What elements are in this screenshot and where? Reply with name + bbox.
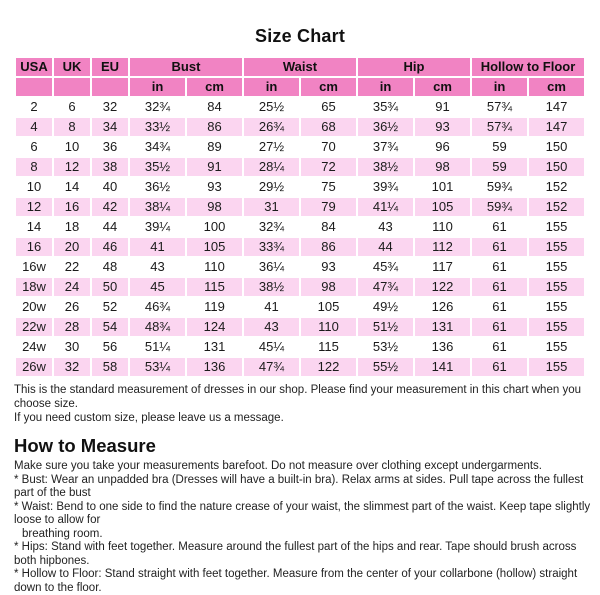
table-cell: 18 <box>54 218 90 236</box>
empty-header-cell <box>16 78 52 96</box>
table-cell: 131 <box>187 338 242 356</box>
table-cell: 112 <box>415 238 470 256</box>
table-cell: 147 <box>529 118 584 136</box>
column-group-header: Hollow to Floor <box>472 58 584 76</box>
table-cell: 6 <box>54 98 90 116</box>
table-cell: 22 <box>54 258 90 276</box>
table-cell: 47¾ <box>358 278 413 296</box>
table-cell: 24 <box>54 278 90 296</box>
table-cell: 59¾ <box>472 178 527 196</box>
table-cell: 46 <box>92 238 128 256</box>
table-cell: 39¾ <box>358 178 413 196</box>
table-cell: 47¾ <box>244 358 299 376</box>
table-cell: 53¼ <box>130 358 185 376</box>
table-cell: 37¾ <box>358 138 413 156</box>
table-cell: 155 <box>529 338 584 356</box>
table-cell: 28¼ <box>244 158 299 176</box>
table-cell: 101 <box>415 178 470 196</box>
table-cell: 119 <box>187 298 242 316</box>
table-cell: 50 <box>92 278 128 296</box>
table-cell: 51½ <box>358 318 413 336</box>
table-cell: 51¼ <box>130 338 185 356</box>
table-cell: 53½ <box>358 338 413 356</box>
table-cell: 32¾ <box>244 218 299 236</box>
page-title: Size Chart <box>254 26 346 46</box>
table-cell: 36½ <box>130 178 185 196</box>
table-cell: 61 <box>472 238 527 256</box>
table-cell: 38½ <box>358 158 413 176</box>
table-cell: 141 <box>415 358 470 376</box>
how-to-measure-lines <box>14 460 600 595</box>
unit-header: cm <box>415 78 470 96</box>
table-body <box>16 98 584 376</box>
table-cell: 155 <box>529 358 584 376</box>
size-chart-table <box>14 56 586 378</box>
table-cell: 105 <box>301 298 356 316</box>
column-group-header: Hip <box>358 58 470 76</box>
table-cell: 150 <box>529 158 584 176</box>
header-group-row <box>16 58 584 76</box>
table-cell: 45¾ <box>358 258 413 276</box>
column-group-header: EU <box>92 58 128 76</box>
table-cell: 61 <box>472 278 527 296</box>
table-cell: 70 <box>301 138 356 156</box>
table-cell: 27½ <box>244 138 299 156</box>
table-cell: 10 <box>16 178 52 196</box>
column-group-header: UK <box>54 58 90 76</box>
table-cell: 59 <box>472 158 527 176</box>
table-cell: 96 <box>415 138 470 156</box>
measure-instruction-line: * Hips: Stand with feet together. Measure around the fullest part of the hips and rear. Tape should brush across both hipbones. <box>14 541 577 567</box>
measure-instruction-line: * Waist: Bend to one side to find the nature crease of your waist, the slimmest part of the waist. Keep tape slightly loose to allow for <box>14 500 591 526</box>
table-cell: 20w <box>16 298 52 316</box>
column-group-header: USA <box>16 58 52 76</box>
table-cell: 86 <box>187 118 242 136</box>
table-cell: 31 <box>244 198 299 216</box>
table-cell: 26w <box>16 358 52 376</box>
table-cell: 34¾ <box>130 138 185 156</box>
table-cell: 10 <box>54 138 90 156</box>
note-line: If you need custom size, please leave us a message. <box>14 412 284 424</box>
table-cell: 38¼ <box>130 198 185 216</box>
table-cell: 6 <box>16 138 52 156</box>
table-cell: 25½ <box>244 98 299 116</box>
header-unit-row <box>16 78 584 96</box>
table-cell: 20 <box>54 238 90 256</box>
table-cell: 32 <box>54 358 90 376</box>
table-cell: 14 <box>54 178 90 196</box>
table-row <box>16 298 584 316</box>
measure-instruction-line: Make sure you take your measurements barefoot. Do not measure over clothing except undergarments. <box>14 460 542 472</box>
table-cell: 26 <box>54 298 90 316</box>
table-cell: 122 <box>301 358 356 376</box>
table-cell: 16 <box>16 238 52 256</box>
table-row <box>16 138 584 156</box>
table-cell: 42 <box>92 198 128 216</box>
how-to-measure-heading: How to Measure <box>14 435 156 456</box>
notes-text <box>14 383 600 425</box>
table-cell: 72 <box>301 158 356 176</box>
table-cell: 33½ <box>130 118 185 136</box>
table-cell: 136 <box>415 338 470 356</box>
table-cell: 43 <box>130 258 185 276</box>
table-cell: 41 <box>244 298 299 316</box>
table-cell: 75 <box>301 178 356 196</box>
table-cell: 155 <box>529 298 584 316</box>
empty-header-cell <box>54 78 90 96</box>
table-cell: 45 <box>130 278 185 296</box>
table-row <box>16 98 584 116</box>
table-cell: 39¼ <box>130 218 185 236</box>
table-cell: 93 <box>415 118 470 136</box>
table-cell: 152 <box>529 178 584 196</box>
table-row <box>16 278 584 296</box>
table-cell: 68 <box>301 118 356 136</box>
table-cell: 12 <box>54 158 90 176</box>
unit-header: cm <box>529 78 584 96</box>
table-cell: 105 <box>415 198 470 216</box>
table-row <box>16 338 584 356</box>
table-cell: 150 <box>529 138 584 156</box>
table-row <box>16 158 584 176</box>
table-row <box>16 238 584 256</box>
table-cell: 98 <box>301 278 356 296</box>
table-cell: 44 <box>358 238 413 256</box>
table-cell: 8 <box>16 158 52 176</box>
table-cell: 35¾ <box>358 98 413 116</box>
table-cell: 59¾ <box>472 198 527 216</box>
column-group-header: Bust <box>130 58 242 76</box>
table-cell: 44 <box>92 218 128 236</box>
table-cell: 61 <box>472 298 527 316</box>
table-cell: 136 <box>187 358 242 376</box>
table-cell: 110 <box>187 258 242 276</box>
table-cell: 152 <box>529 198 584 216</box>
table-cell: 48¾ <box>130 318 185 336</box>
table-cell: 45¼ <box>244 338 299 356</box>
table-cell: 36 <box>92 138 128 156</box>
table-cell: 155 <box>529 318 584 336</box>
table-cell: 40 <box>92 178 128 196</box>
table-cell: 43 <box>244 318 299 336</box>
table-cell: 100 <box>187 218 242 236</box>
table-cell: 8 <box>54 118 90 136</box>
table-header <box>16 58 584 96</box>
unit-header: cm <box>301 78 356 96</box>
table-row <box>16 198 584 216</box>
table-cell: 65 <box>301 98 356 116</box>
table-cell: 126 <box>415 298 470 316</box>
table-cell: 16 <box>54 198 90 216</box>
table-cell: 117 <box>415 258 470 276</box>
table-cell: 43 <box>358 218 413 236</box>
table-cell: 84 <box>187 98 242 116</box>
table-cell: 61 <box>472 318 527 336</box>
table-cell: 147 <box>529 98 584 116</box>
table-cell: 57¾ <box>472 118 527 136</box>
table-cell: 32 <box>92 98 128 116</box>
table-row <box>16 258 584 276</box>
table-cell: 115 <box>187 278 242 296</box>
table-cell: 52 <box>92 298 128 316</box>
table-cell: 30 <box>54 338 90 356</box>
table-cell: 28 <box>54 318 90 336</box>
table-cell: 61 <box>472 358 527 376</box>
table-cell: 86 <box>301 238 356 256</box>
table-cell: 91 <box>187 158 242 176</box>
table-cell: 36¼ <box>244 258 299 276</box>
table-cell: 36½ <box>358 118 413 136</box>
table-cell: 38½ <box>244 278 299 296</box>
table-cell: 58 <box>92 358 128 376</box>
table-cell: 115 <box>301 338 356 356</box>
unit-header: cm <box>187 78 242 96</box>
table-cell: 33¾ <box>244 238 299 256</box>
column-group-header: Waist <box>244 58 356 76</box>
table-cell: 49½ <box>358 298 413 316</box>
table-cell: 22w <box>16 318 52 336</box>
table-cell: 38 <box>92 158 128 176</box>
table-cell: 26¾ <box>244 118 299 136</box>
table-cell: 110 <box>415 218 470 236</box>
measure-instruction-line: breathing room. <box>22 527 103 540</box>
table-cell: 24w <box>16 338 52 356</box>
table-cell: 155 <box>529 278 584 296</box>
how-to-measure-section <box>14 435 600 595</box>
table-row <box>16 178 584 196</box>
table-cell: 131 <box>415 318 470 336</box>
unit-header: in <box>358 78 413 96</box>
unit-header: in <box>472 78 527 96</box>
table-cell: 57¾ <box>472 98 527 116</box>
table-cell: 41¼ <box>358 198 413 216</box>
table-cell: 35½ <box>130 158 185 176</box>
table-cell: 122 <box>415 278 470 296</box>
table-cell: 41 <box>130 238 185 256</box>
table-cell: 93 <box>301 258 356 276</box>
table-cell: 29½ <box>244 178 299 196</box>
table-cell: 12 <box>16 198 52 216</box>
table-cell: 32¾ <box>130 98 185 116</box>
table-cell: 14 <box>16 218 52 236</box>
table-cell: 46¾ <box>130 298 185 316</box>
table-cell: 98 <box>187 198 242 216</box>
measure-instruction-line: * Hollow to Floor: Stand straight with feet together. Measure from the center of your collarbone (hollow) straight down to the floor. <box>14 568 578 594</box>
table-cell: 54 <box>92 318 128 336</box>
table-cell: 155 <box>529 258 584 276</box>
table-cell: 56 <box>92 338 128 356</box>
table-cell: 2 <box>16 98 52 116</box>
empty-header-cell <box>92 78 128 96</box>
table-cell: 91 <box>415 98 470 116</box>
table-cell: 110 <box>301 318 356 336</box>
table-cell: 155 <box>529 218 584 236</box>
table-row <box>16 218 584 236</box>
table-row <box>16 358 584 376</box>
table-cell: 61 <box>472 218 527 236</box>
table-cell: 4 <box>16 118 52 136</box>
table-cell: 105 <box>187 238 242 256</box>
table-cell: 61 <box>472 338 527 356</box>
table-cell: 93 <box>187 178 242 196</box>
table-cell: 61 <box>472 258 527 276</box>
unit-header: in <box>244 78 299 96</box>
unit-header: in <box>130 78 185 96</box>
measure-instruction-line: * Bust: Wear an unpadded bra (Dresses will have a built-in bra). Relax arms at sides. Pull tape across the fullest part of the bust <box>14 473 584 499</box>
table-cell: 59 <box>472 138 527 156</box>
table-cell: 89 <box>187 138 242 156</box>
table-cell: 34 <box>92 118 128 136</box>
table-cell: 16w <box>16 258 52 276</box>
table-cell: 124 <box>187 318 242 336</box>
table-cell: 18w <box>16 278 52 296</box>
table-cell: 155 <box>529 238 584 256</box>
table-cell: 98 <box>415 158 470 176</box>
table-row <box>16 318 584 336</box>
table-cell: 79 <box>301 198 356 216</box>
table-row <box>16 118 584 136</box>
table-cell: 84 <box>301 218 356 236</box>
table-cell: 48 <box>92 258 128 276</box>
note-line: This is the standard measurement of dresses in our shop. Please find your measurement in this chart when you choose size. <box>14 384 581 410</box>
table-cell: 55½ <box>358 358 413 376</box>
